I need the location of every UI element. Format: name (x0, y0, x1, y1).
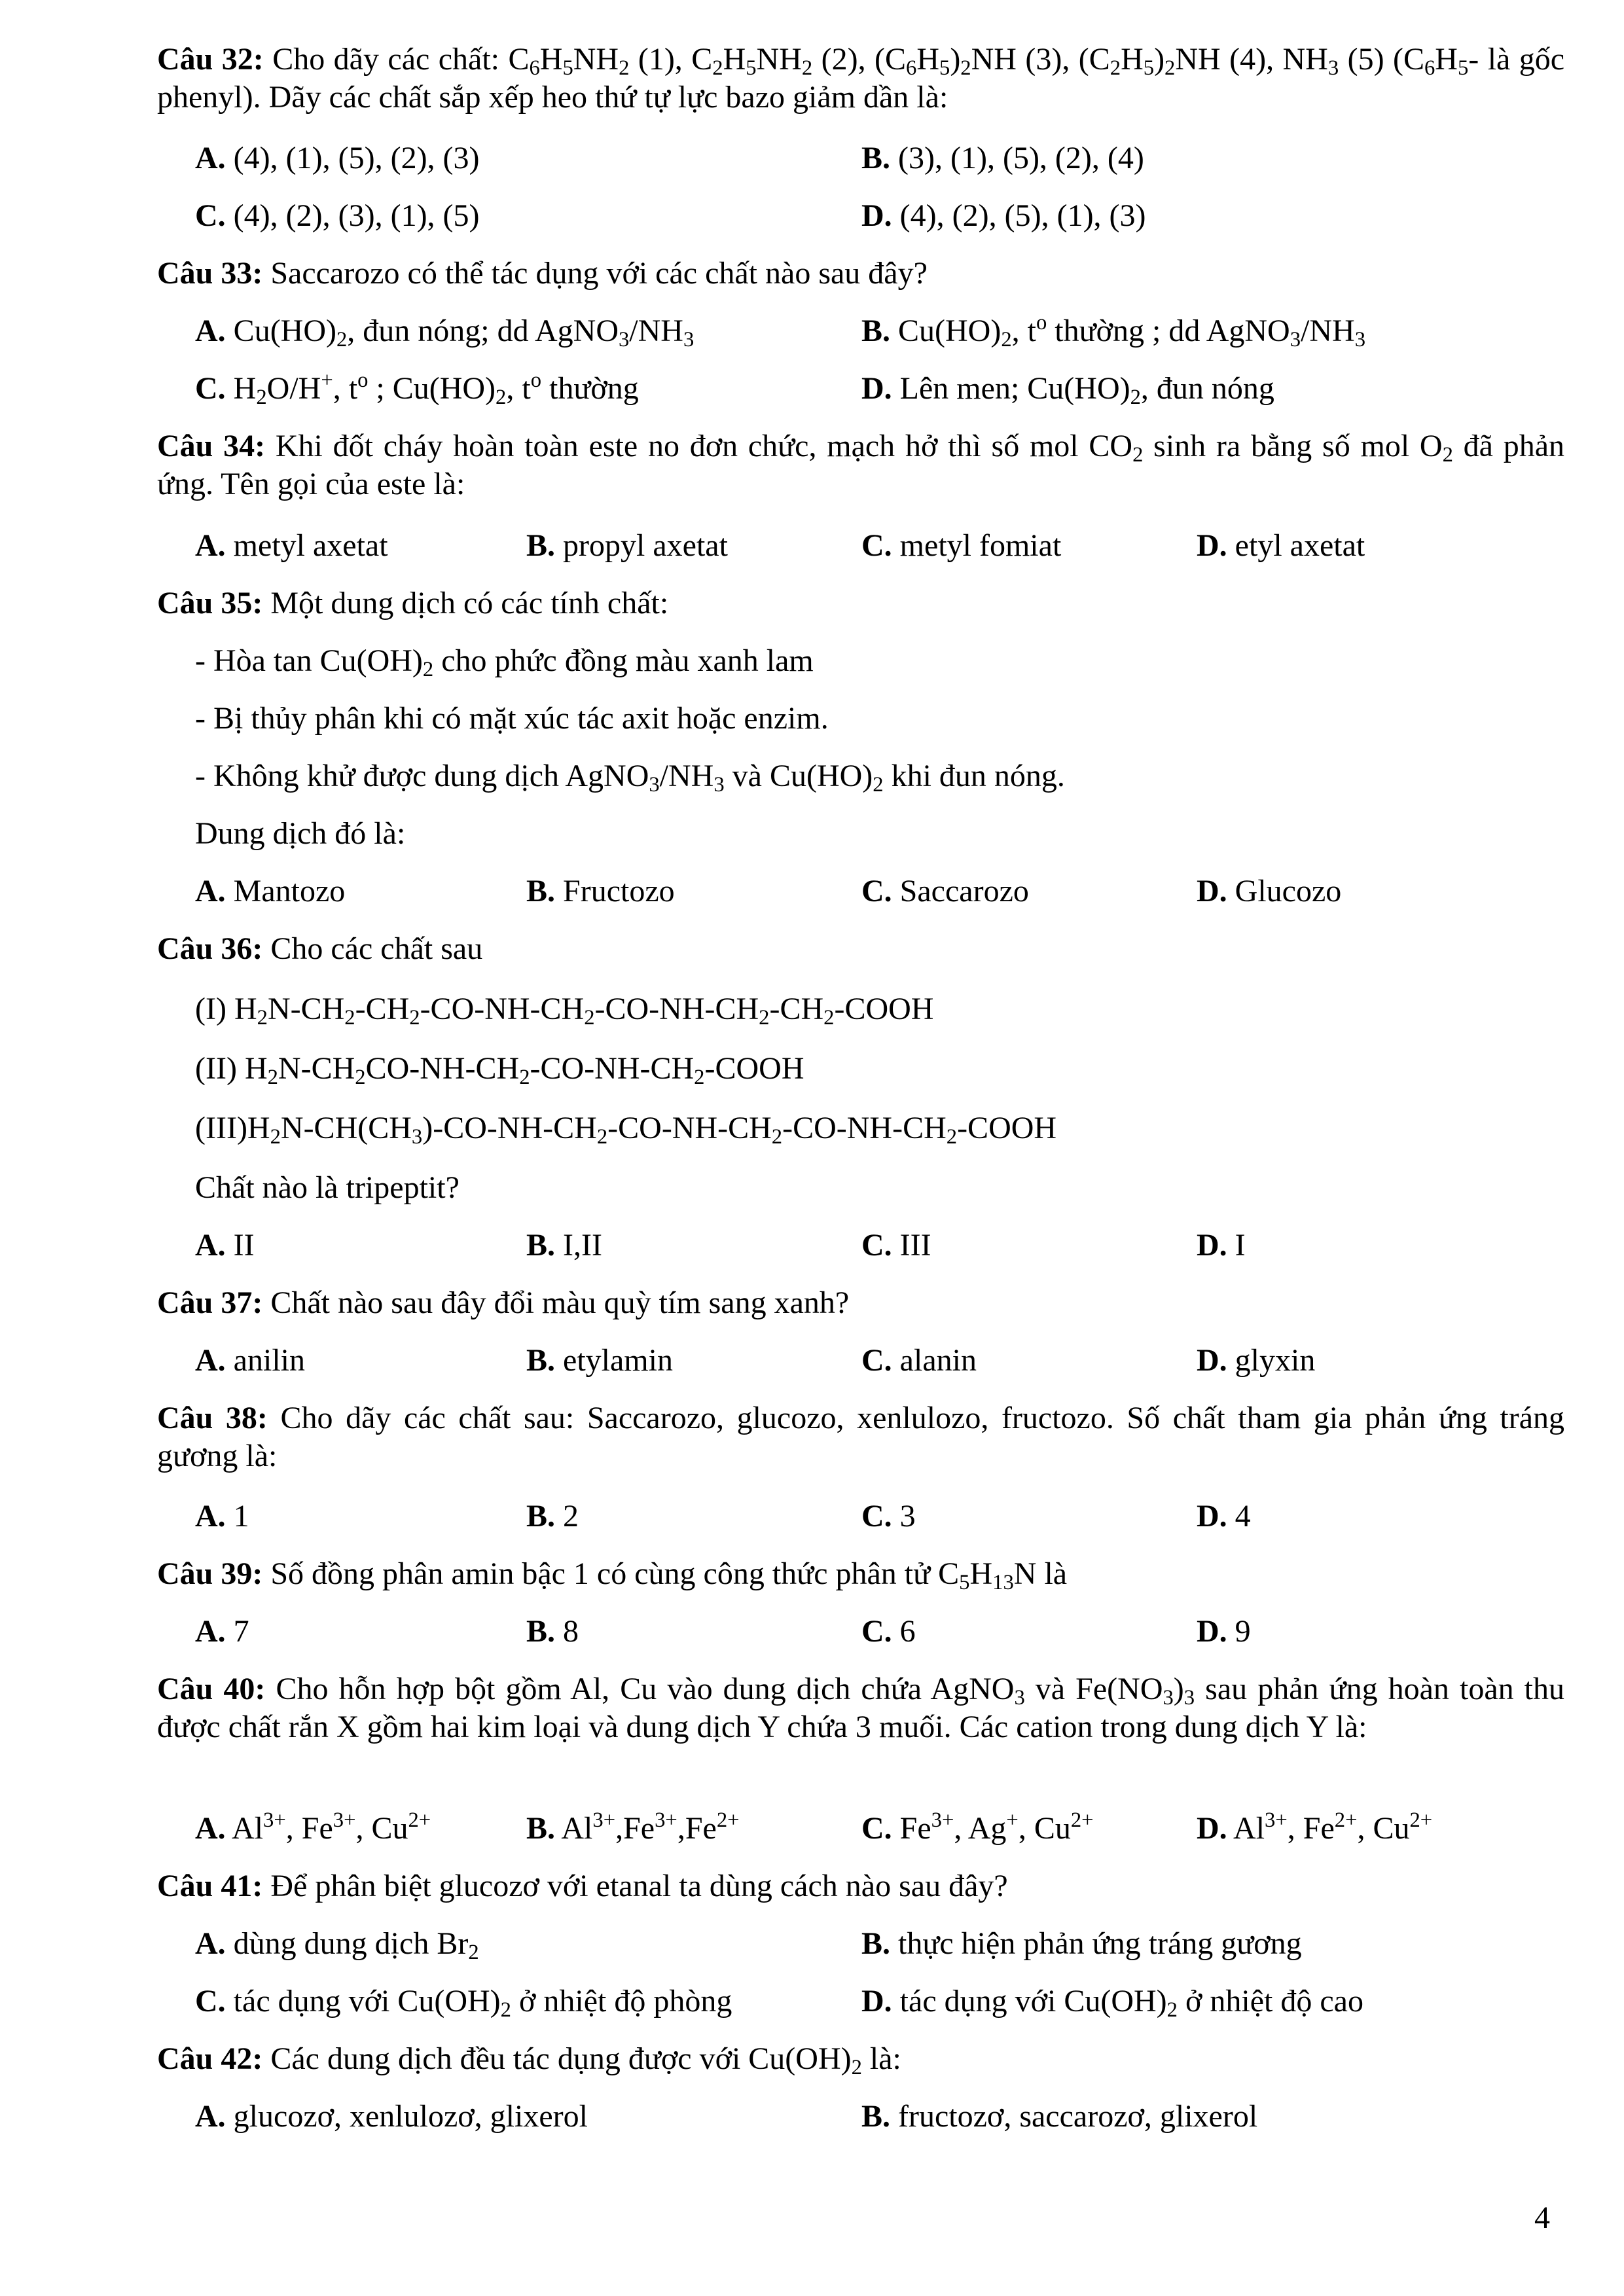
question-36-line: Chất nào là tripeptit? (195, 1170, 460, 1205)
option-34c: C. metyl fomiat (861, 528, 1062, 563)
question-35-line: Dung dịch đó là: (195, 816, 406, 851)
option-35b: B. Fructozo (526, 874, 675, 908)
option-41b: B. thực hiện phản ứng tráng gương (861, 1926, 1302, 1961)
option-40b: B. $Al^{3+},Fe^{3+},Fe^{2+}$ (526, 1808, 740, 1846)
option-39a: A. 7 (195, 1614, 249, 1649)
option-41c: C. tác dụng với $Cu(OH)_2$ ở nhiệt độ phòng (195, 1984, 732, 2022)
option-32d: D. (4), (2), (5), (1), (3) (861, 198, 1146, 233)
question-35: Câu 35: Một dung dịch có các tính chất: (157, 586, 669, 620)
question-42: Câu 42: Các dung dịch đều tác dụng được với $Cu(OH)_2$ là: (157, 2041, 901, 2080)
option-40a: A. $Al^{3+}$, $Fe^{3+}$, $Cu^{2+}$ (195, 1808, 431, 1846)
option-34d: D. etyl axetat (1197, 528, 1365, 563)
option-35a: A. Mantozo (195, 874, 346, 908)
option-35d: D. Glucozo (1197, 874, 1342, 908)
option-40d: D. $Al^{3+}$, $Fe^{2+}$, $Cu^{2+}$ (1197, 1808, 1433, 1846)
option-32b: B. (3), (1), (5), (2), (4) (861, 141, 1144, 175)
question-41: Câu 41: Để phân biệt glucozơ với etanal ta dùng cách nào sau đây? (157, 1869, 1008, 1903)
option-37a: A. anilin (195, 1343, 305, 1378)
question-stem: Cho dãy các chất: $C_6H_5NH_2$ (1), $C_2H_5NH_2$ (2), $(C_6H_5)_2NH$ (3), $(C_2H_5)_2NH$ (4), $NH_3$ (5) ($C_6H_5-$ là gốc phenyl). Dãy các chất sắp xếp heo thứ tự lực bazo giảm dần là: (157, 42, 1565, 115)
option-37c: C. alanin (861, 1343, 977, 1378)
option-37d: D. glyxin (1197, 1343, 1316, 1378)
option-32c: C. (4), (2), (3), (1), (5) (195, 198, 480, 233)
question-37: Câu 37: Chất nào sau đây đổi màu quỳ tím sang xanh? (157, 1285, 850, 1320)
option-42b: B. fructozơ, saccarozơ, glixerol (861, 2099, 1258, 2134)
option-38c: C. 3 (861, 1499, 916, 1534)
option-41a: A. dùng dung dịch $Br_2$ (195, 1926, 479, 1965)
question-34: Câu 34: Khi đốt cháy hoàn toàn este no đơn chức, mạch hở thì số mol $CO_2$ sinh ra bằng số mol $O_2$ đã phản ứng. Tên gọi của este là: (157, 429, 1565, 501)
option-40c: C. $Fe^{3+}$, Ag+, $Cu^{2+}$ (861, 1808, 1094, 1846)
option-34a: A. metyl axetat (195, 528, 388, 563)
option-33d: D. Lên men; $Cu(HO)_2$, đun nóng (861, 371, 1274, 410)
option-36b: B. I,II (526, 1228, 602, 1263)
option-36d: D. I (1197, 1228, 1246, 1263)
option-33a: A. $Cu(HO)_2$, đun nóng; dd $AgNO_3/NH_3$ (195, 314, 695, 352)
question-36: Câu 36: Cho các chất sau (157, 931, 483, 966)
option-36a: A. II (195, 1228, 255, 1263)
question-32 (157, 41, 1564, 116)
option-33c: C. $H_2O/H^+$, $t^o$ ; $Cu(HO)_2$, $t^o$ thường (195, 368, 639, 410)
question-33: Câu 33: Saccarozo có thể tác dụng với các chất nào sau đây? (157, 256, 928, 291)
question-35-line: - Bị thủy phân khi có mặt xúc tác axit hoặc enzim. (195, 701, 829, 736)
page-number: 4 (1534, 2200, 1550, 2235)
question-40: Câu 40: Cho hỗn hợp bột gồm Al, Cu vào dung dịch chứa AgNO$_3$ và $Fe(NO_3)_3$ sau phản ứng hoàn toàn thu được chất rắn X gồm hai kim loại và dung dịch Y chứa 3 muối. Các cation trong dung dịch Y là: (157, 1672, 1565, 1744)
option-35c: C. Saccarozo (861, 874, 1029, 908)
question-36-formula: (I) $H_2N-CH_2-CH_2-CO-NH-CH_2-CO-NH-CH_2-CH_2$-COOH (195, 992, 934, 1030)
option-37b: B. etylamin (526, 1343, 673, 1378)
option-36c: C. III (861, 1228, 931, 1263)
option-42a: A. glucozơ, xenlulozơ, glixerol (195, 2099, 588, 2134)
question-label: Câu 32: (157, 42, 264, 77)
question-35-line: - Không khử được dung dịch $AgNO_3/NH_3$ và $Cu(HO)_2$ khi đun nóng. (195, 759, 1065, 797)
option-41d: D. tác dụng với $Cu(OH)_2$ ở nhiệt độ cao (861, 1984, 1363, 2022)
question-39: Câu 39: Số đồng phân amin bậc 1 có cùng công thức phân tử $C_5H_{13}N$ là (157, 1556, 1068, 1595)
question-35-line: - Hòa $\tan Cu(OH)_2$ cho phức đồng màu xanh lam (195, 643, 814, 682)
option-39d: D. 9 (1197, 1614, 1251, 1649)
option-39b: B. 8 (526, 1614, 579, 1649)
option-38a: A. 1 (195, 1499, 249, 1534)
option-38b: B. 2 (526, 1499, 579, 1534)
question-38: Câu 38: Cho dãy các chất sau: Saccarozo, glucozo, xenlulozo, fructozo. Số chất tham gia phản ứng tráng gương là: (157, 1401, 1565, 1473)
option-32a: A. (4), (1), (5), (2), (3) (195, 141, 480, 175)
option-34b: B. propyl axetat (526, 528, 728, 563)
question-36-formula: $(III)H_2N-CH(CH_3)-CO-NH-CH_2-CO-NH-CH_2-CO-NH-CH_2$-COOH (195, 1111, 1057, 1149)
option-38d: D. 4 (1197, 1499, 1251, 1534)
option-39c: C. 6 (861, 1614, 916, 1649)
option-33b: B. $Cu(HO)_2$, $t^o$ thường ; dd $AgNO_3/NH_3$ (861, 311, 1366, 352)
question-36-formula: (II) $H_2N-CH_2CO-NH-CH_2-CO-NH-CH_2$-COOH (195, 1051, 804, 1090)
